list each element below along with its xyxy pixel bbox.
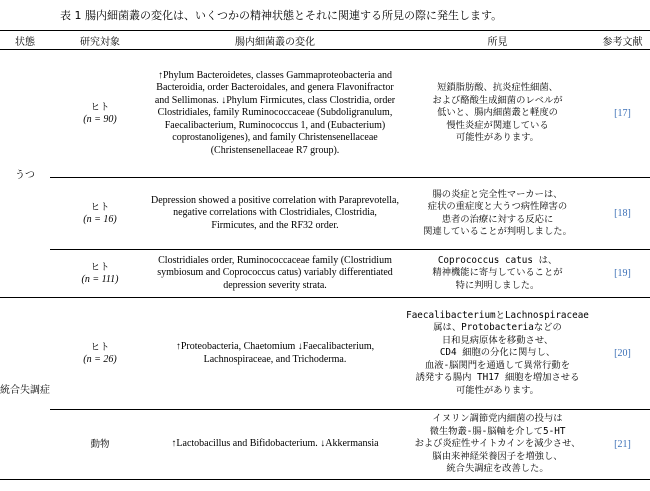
reference-link[interactable]: [18] xyxy=(595,178,650,250)
sample-size: (n = 111) xyxy=(81,273,119,285)
header-change: 腸内細菌叢の変化 xyxy=(150,31,400,50)
microbiome-change: ↑Lactobacillus and Bifidobacterium. ↓Akkermansia xyxy=(150,410,400,480)
reference-link[interactable]: [21] xyxy=(595,410,650,480)
reference-link[interactable]: [20] xyxy=(595,298,650,410)
sample-size: (n = 26) xyxy=(83,353,117,365)
microbiome-change: Clostridiales order, Ruminococcaceae family (Clostridium symbiosum and Coprococcus catus) variably differentiated depression severity strata. xyxy=(150,250,400,298)
sample-size: (n = 16) xyxy=(83,213,117,225)
microbiome-change: ↑Proteobacteria, Chaetomium ↓Faecalibacterium, Lachnospiraceae, and Trichoderma. xyxy=(150,298,400,410)
status-depression: うつ xyxy=(0,50,50,298)
table-row xyxy=(0,250,650,298)
subject-cell xyxy=(50,410,150,480)
table-row xyxy=(0,178,650,250)
header-status: 状態 xyxy=(0,31,50,50)
table-row xyxy=(0,298,650,410)
reference-link[interactable]: [17] xyxy=(595,50,650,178)
subject-label: 動物 xyxy=(90,438,110,450)
finding-text: 短鎖脂肪酸、抗炎症性細菌、 および酪酸生成細菌のレベルが 低いと、腸内細菌叢と軽度の 慢性炎症が関連している 可能性があります。 xyxy=(400,50,595,178)
subject-cell xyxy=(50,50,150,178)
subject-label: ヒト xyxy=(90,201,110,213)
microbiome-change: ↑Phylum Bacteroidetes, classes Gammaproteobacteria and Bacteroidia, order Bacteroidales, and genera Flavonifractor and Sellimonas. ↓Phylum Firmicutes, class Clostridia, order Clostridiales, family Ruminococcaceae (Subdoligranulum, Faecalibacterium, Ruminococcus 1, and (Eubacterium) coprostanoligenes), and family Christensenellaceae (Christensenellaceae R7 group). xyxy=(150,50,400,178)
finding-text: FaecalibacteriumとLachnospiraceae 属は、Protobacteriaなどの 日和見病原体を移動させ、 CD4 細胞の分化に関与し、 血液-脳関門を通過して異常行動を 誘発する腸内 TH17 細胞を増加させる 可能性があります。 xyxy=(400,298,595,410)
subject-cell xyxy=(50,298,150,410)
header-finding: 所見 xyxy=(400,31,595,50)
microbiome-change: Depression showed a positive correlation with Paraprevotella, negative correlations with Clostridiales, Clostridia, Firmicutes, and the RF32 order. xyxy=(150,178,400,250)
subject-cell xyxy=(50,250,150,298)
table-row xyxy=(0,50,650,178)
header-subject: 研究対象 xyxy=(50,31,150,50)
header-ref: 参考文献 xyxy=(595,31,650,50)
table-row xyxy=(0,410,650,480)
finding-text: Coprococcus catus は、 精神機能に寄与していることが 特に判明しました。 xyxy=(400,250,595,298)
sample-size: (n = 90) xyxy=(83,113,117,125)
subject-label: ヒト xyxy=(90,101,110,113)
finding-text: イヌリン調節党内細菌の投与は 微生物叢-腸-脳軸を介して5-HT および炎症性サイトカインを減少させ、 脳由来神経栄養因子を増強し、 統合失調症を改善した。 xyxy=(400,410,595,480)
status-schizophrenia: 統合失調症 xyxy=(0,298,50,480)
subject-label: ヒト xyxy=(90,261,110,273)
header-row xyxy=(0,31,650,50)
table-caption: 表 1 腸内細菌叢の変化は、いくつかの精神状態とそれに関連する所見の際に発生します。 xyxy=(60,9,503,22)
findings-table xyxy=(0,30,650,480)
subject-cell xyxy=(50,178,150,250)
reference-link[interactable]: [19] xyxy=(595,250,650,298)
subject-label: ヒト xyxy=(90,341,110,353)
finding-text: 腸の炎症と完全性マーカーは、 症状の重症度と大うつ病性障害の 患者の治療に対する反応に 関連していることが判明しました。 xyxy=(400,178,595,250)
